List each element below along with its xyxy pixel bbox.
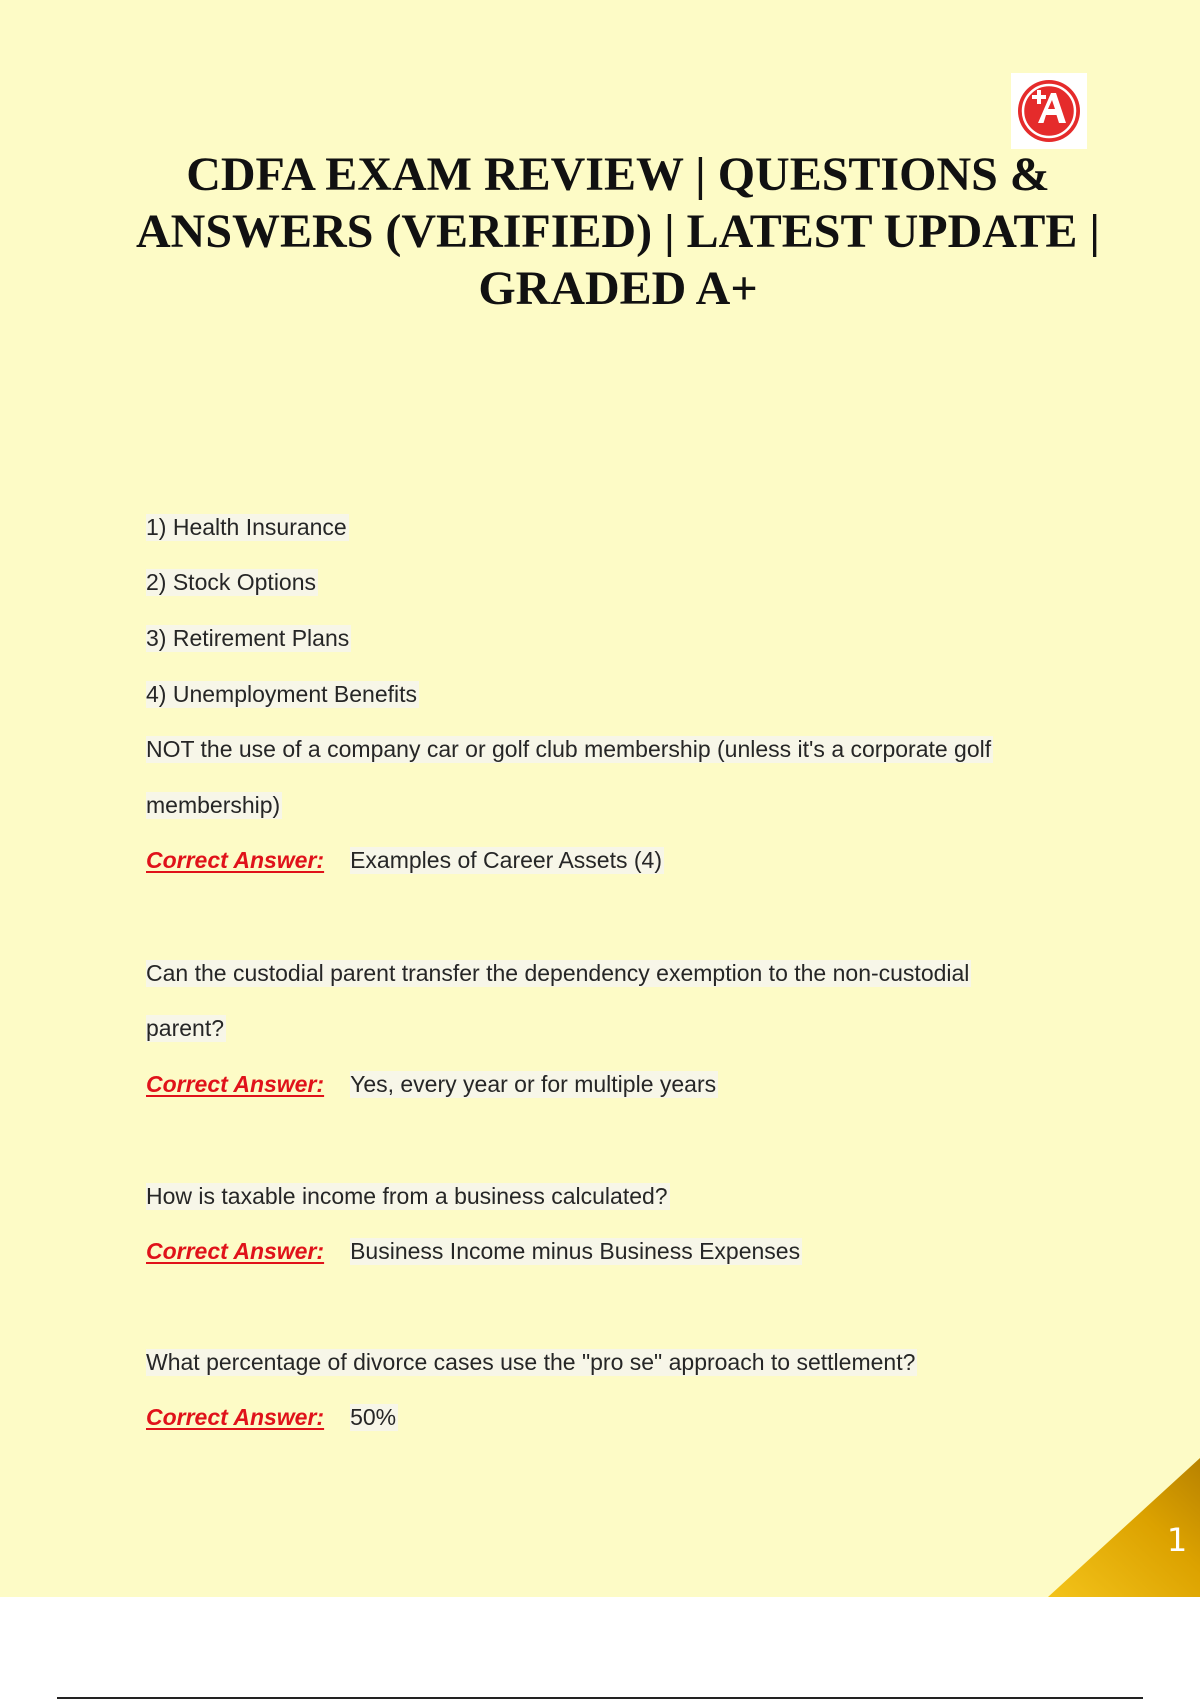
page-number: 1 — [1166, 1521, 1188, 1559]
question-text: membership) — [146, 792, 281, 818]
question-text: What percentage of divorce cases use the "pro se" approach to settlement? — [146, 1349, 916, 1375]
correct-answer-label: Correct Answer: — [146, 1238, 325, 1264]
question-line — [146, 1181, 670, 1211]
question-text: 3) Retirement Plans — [146, 625, 350, 651]
question-line — [146, 567, 318, 597]
question-text: NOT the use of a company car or golf club membership (unless it's a corporate golf — [146, 736, 992, 762]
answer-text: Yes, every year or for multiple years — [350, 1071, 717, 1097]
question-text: parent? — [146, 1015, 225, 1041]
document-title: CDFA EXAM REVIEW | QUESTIONS & ANSWERS (VERIFIED) | LATEST UPDATE | GRADED A+ — [136, 148, 1100, 315]
question-line — [146, 958, 971, 988]
question-line — [146, 512, 349, 542]
question-text: 2) Stock Options — [146, 569, 317, 595]
question-text: How is taxable income from a business calculated? — [146, 1183, 668, 1209]
question-text: Can the custodial parent transfer the dependency exemption to the non-custodial — [146, 960, 970, 986]
question-line — [146, 790, 282, 820]
question-line — [146, 623, 351, 653]
answer-line — [146, 1069, 718, 1099]
answer-text: Examples of Career Assets (4) — [350, 847, 662, 873]
exam-a-plus-logo-icon — [1011, 73, 1087, 149]
answer-text: 50% — [350, 1404, 397, 1430]
answer-line — [146, 1402, 398, 1432]
question-line — [146, 1347, 917, 1377]
question-text: 1) Health Insurance — [146, 514, 347, 540]
answer-line — [146, 1236, 802, 1266]
answer-text: Business Income minus Business Expenses — [350, 1238, 801, 1264]
correct-answer-label: Correct Answer: — [146, 1071, 325, 1097]
answer-line — [146, 845, 664, 875]
question-line — [146, 1013, 226, 1043]
correct-answer-label: Correct Answer: — [146, 1404, 325, 1430]
footer-divider — [57, 1697, 1143, 1699]
question-line — [146, 734, 993, 764]
question-line — [146, 679, 419, 709]
question-text: 4) Unemployment Benefits — [146, 681, 418, 707]
correct-answer-label: Correct Answer: — [146, 847, 325, 873]
